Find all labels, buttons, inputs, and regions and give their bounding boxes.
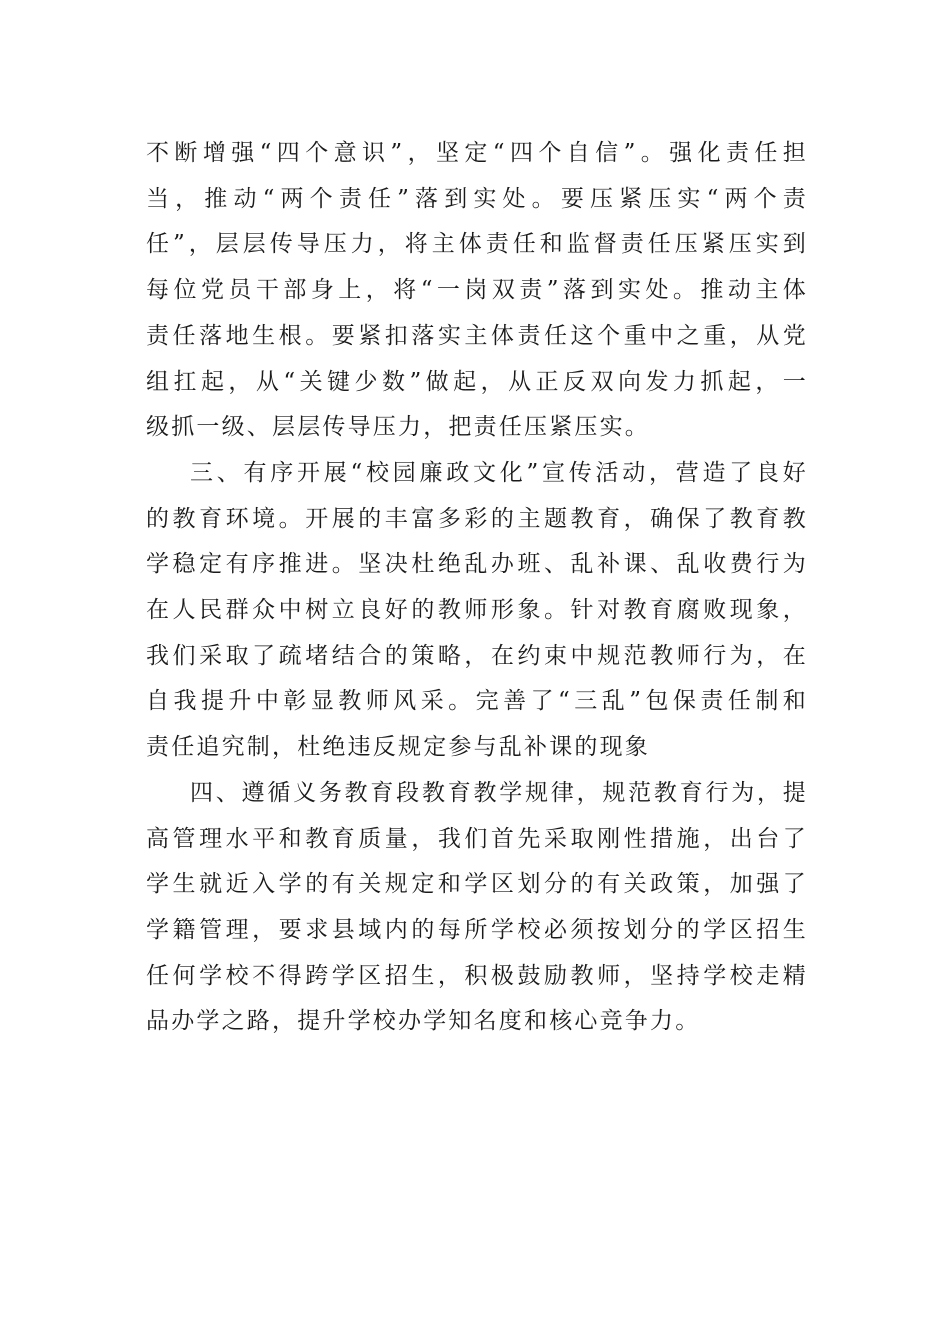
text-line: 我们采取了疏堵结合的策略，在约束中规范教师行为，在 bbox=[146, 642, 808, 669]
paragraph-2 bbox=[146, 451, 808, 771]
text-line: 学籍管理，要求县域内的每所学校必须按划分的学区招生 bbox=[146, 916, 808, 943]
text-line: 品办学之路，提升学校办学知名度和核心竞争力。 bbox=[146, 1008, 701, 1035]
text-line: 的教育环境。开展的丰富多彩的主题教育，确保了教育教 bbox=[146, 505, 808, 532]
text-line: 三、有序开展“校园廉政文化”宣传活动，营造了良好 bbox=[190, 459, 808, 486]
text-line: 级抓一级、层层传导压力，把责任压紧压实。 bbox=[146, 414, 650, 441]
text-line: 任”，层层传导压力，将主体责任和监督责任压紧压实到 bbox=[146, 231, 808, 258]
paragraph-1 bbox=[146, 131, 808, 451]
text-line: 四、遵循义务教育段教育教学规律，规范教育行为，提 bbox=[190, 779, 808, 806]
text-line: 当，推动“两个责任”落到实处。要压紧压实“两个责 bbox=[146, 185, 808, 212]
text-line: 学稳定有序推进。坚决杜绝乱办班、乱补课、乱收费行为 bbox=[146, 551, 808, 578]
text-line: 在人民群众中树立良好的教师形象。针对教育腐败现象， bbox=[146, 597, 808, 624]
text-line: 责任落地生根。要紧扣落实主体责任这个重中之重，从党 bbox=[146, 322, 808, 349]
text-line: 不断增强“四个意识”，坚定“四个自信”。强化责任担 bbox=[146, 140, 808, 166]
text-line: 自我提升中彰显教师风采。完善了“三乱”包保责任制和 bbox=[146, 688, 808, 715]
text-line: 任何学校不得跨学区招生，积极鼓励教师，坚持学校走精 bbox=[146, 962, 808, 989]
text-line: 高管理水平和教育质量，我们首先采取刚性措施，出台了 bbox=[146, 825, 808, 852]
text-line: 每位党员干部身上，将“一岗双责”落到实处。推动主体 bbox=[146, 277, 808, 304]
text-line: 组扛起，从“关键少数”做起，从正反双向发力抓起，一 bbox=[146, 368, 808, 395]
text-line: 学生就近入学的有关规定和学区划分的有关政策，加强了 bbox=[146, 871, 808, 898]
text-line: 责任追究制，杜绝违反规定参与乱补课的现象 bbox=[146, 734, 650, 761]
document-body bbox=[146, 131, 808, 1045]
paragraph-3 bbox=[146, 771, 808, 1045]
